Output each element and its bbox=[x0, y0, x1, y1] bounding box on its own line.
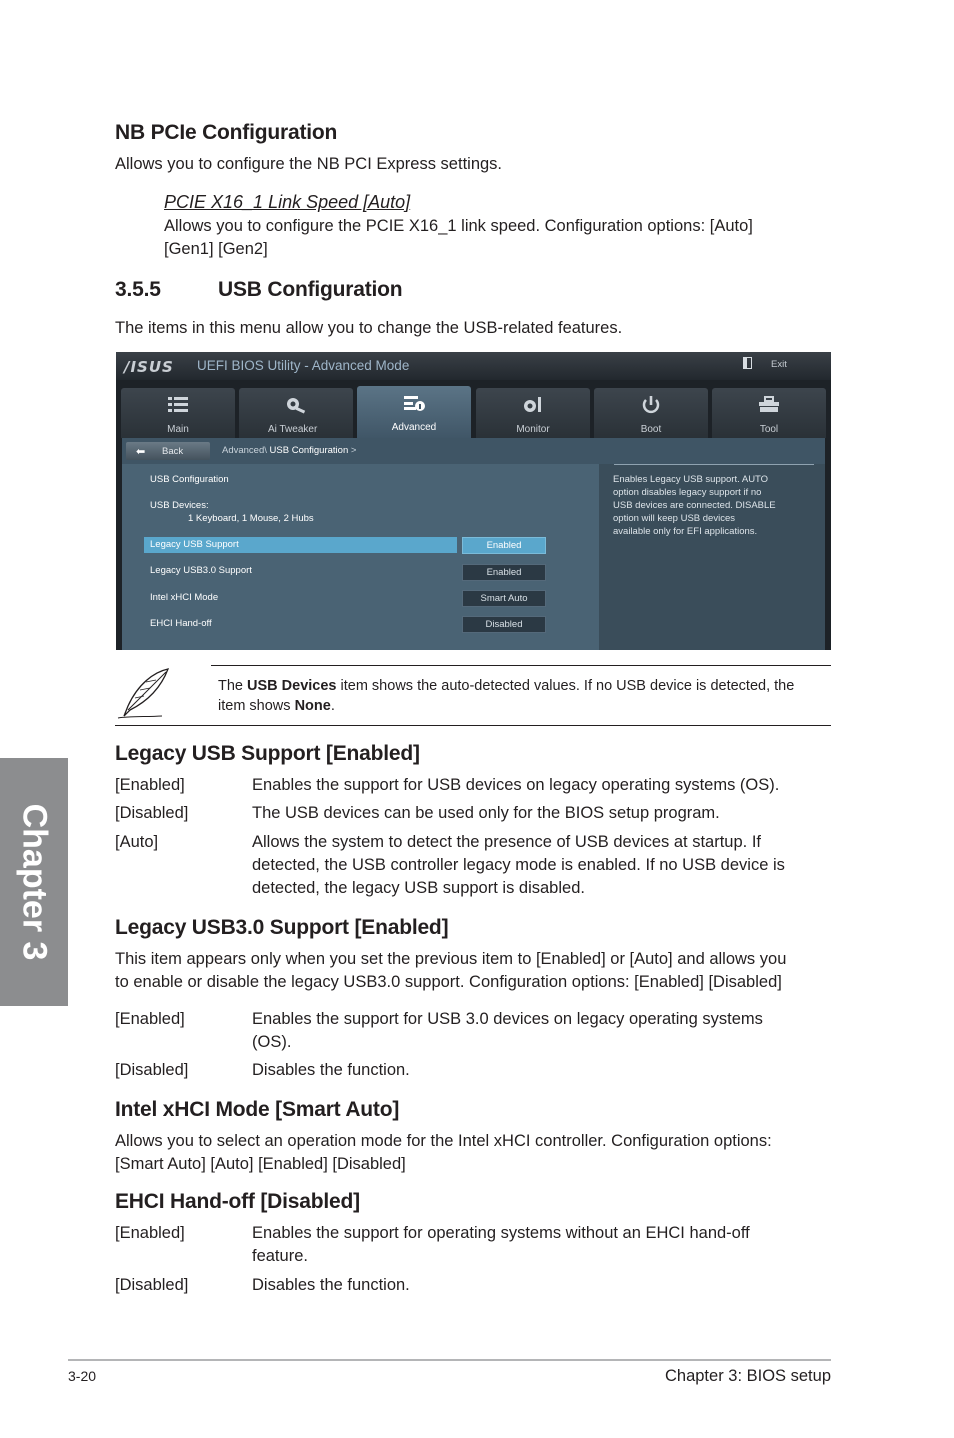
pcie-link-speed-desc-2: [Gen1] [Gen2] bbox=[164, 240, 268, 258]
tab-tool-label: Tool bbox=[759, 424, 779, 435]
chapter-side-tab bbox=[0, 758, 68, 1006]
tab-ai-tweaker-label: Ai Tweaker bbox=[268, 424, 318, 435]
tab-boot[interactable] bbox=[594, 388, 708, 438]
quill-note-icon bbox=[116, 666, 172, 722]
xhci-heading: Intel xHCI Mode [Smart Auto] bbox=[115, 1098, 400, 1121]
tab-tool[interactable] bbox=[712, 388, 826, 438]
tab-advanced-label: Advanced bbox=[391, 422, 437, 433]
bios-title: UEFI BIOS Utility - Advanced Mode bbox=[197, 358, 410, 373]
bios-help-panel bbox=[599, 464, 825, 650]
option-key: [Enabled] bbox=[115, 776, 185, 794]
breadcrumb bbox=[222, 445, 356, 456]
exit-label: Exit bbox=[771, 359, 787, 370]
breadcrumb-arrow: > bbox=[350, 445, 357, 456]
tab-ai-tweaker[interactable] bbox=[239, 388, 353, 438]
legacy-usb3-heading: Legacy USB3.0 Support [Enabled] bbox=[115, 916, 449, 939]
usb-devices-value: 1 Keyboard, 1 Mouse, 2 Hubs bbox=[188, 513, 314, 524]
legacy-usb-heading: Legacy USB Support [Enabled] bbox=[115, 742, 420, 765]
option-desc: The USB devices can be used only for the BIOS setup program. bbox=[252, 804, 720, 822]
setting-label: EHCI Hand-off bbox=[150, 618, 212, 629]
help-line: option disables legacy support if no bbox=[613, 487, 762, 498]
option-key: [Disabled] bbox=[115, 1276, 189, 1294]
setting-label: Legacy USB3.0 Support bbox=[150, 565, 252, 576]
option-desc: Enables the support for operating systems without an EHCI hand-off feature. bbox=[252, 1224, 750, 1265]
note-text-part: item shows bbox=[218, 698, 295, 714]
note-bottom-rule bbox=[115, 725, 831, 726]
setting-intel-xhci-mode[interactable] bbox=[144, 590, 457, 606]
pcie-link-speed-heading: PCIE X16_1 Link Speed [Auto] bbox=[164, 192, 411, 212]
usb-config-label: USB Configuration bbox=[150, 474, 229, 485]
note-text-part: The bbox=[218, 678, 248, 694]
usb-section-desc: The items in this menu allow you to change the USB-related features. bbox=[115, 319, 623, 337]
breadcrumb-parent[interactable]: Advanced\ bbox=[222, 445, 267, 456]
asus-logo: /ISUS bbox=[124, 358, 174, 376]
help-line: option will keep USB devices bbox=[613, 513, 735, 524]
note-text-part: . bbox=[330, 698, 335, 714]
note-top-rule bbox=[211, 665, 831, 666]
exit-button[interactable] bbox=[743, 357, 819, 374]
tab-monitor[interactable] bbox=[476, 388, 590, 438]
note-bold-usb-devices: USB Devices bbox=[247, 678, 337, 694]
note-text-part: item shows the auto-detected values. If no USB device is detected, the bbox=[336, 678, 795, 694]
setting-value-ehci-hand-off[interactable]: Disabled bbox=[462, 616, 546, 633]
note-bold-none: None bbox=[294, 698, 331, 714]
footer-rule bbox=[68, 1359, 831, 1361]
help-line: Enables Legacy USB support. AUTO bbox=[613, 474, 769, 485]
setting-label: Legacy USB Support bbox=[150, 539, 239, 550]
advanced-icon bbox=[402, 394, 426, 412]
xhci-desc-2: [Smart Auto] [Auto] [Enabled] [Disabled] bbox=[115, 1155, 406, 1173]
option-desc: Enables the support for USB 3.0 devices on legacy operating systems (OS). bbox=[252, 1010, 763, 1051]
legacy-usb3-desc-2: to enable or disable the legacy USB3.0 support. Configuration options: [Enabled] [Disabled] bbox=[115, 973, 782, 991]
help-divider bbox=[614, 464, 814, 465]
monitor-icon bbox=[521, 396, 545, 414]
footer-chapter-title: Chapter 3: BIOS setup bbox=[664, 1367, 831, 1385]
bios-breadcrumb-bar bbox=[122, 438, 825, 464]
setting-value-legacy-usb3[interactable]: Enabled bbox=[462, 564, 546, 581]
usb-section-number: 3.5.5 bbox=[115, 278, 161, 301]
usb-devices-label: USB Devices: bbox=[150, 500, 209, 511]
help-text bbox=[613, 473, 813, 538]
option-desc: Allows the system to detect the presence of USB devices at startup. If detected, the USB controller legacy mode is enabled. If no USB device is detected, the legacy USB support is disabled. bbox=[252, 833, 785, 897]
pcie-link-speed-desc-1: Allows you to configure the PCIE X16_1 link speed. Configuration options: [Auto] bbox=[164, 217, 753, 235]
tool-icon bbox=[757, 396, 781, 414]
bios-screenshot bbox=[116, 352, 831, 650]
list-icon bbox=[166, 396, 190, 414]
breadcrumb-current: USB Configuration bbox=[269, 445, 349, 456]
tweaker-icon bbox=[284, 396, 308, 414]
option-desc: Disables the function. bbox=[252, 1276, 410, 1294]
back-arrow-icon: ⬅ bbox=[136, 446, 146, 458]
tab-main-label: Main bbox=[167, 424, 189, 435]
setting-value-xhci-mode[interactable]: Smart Auto bbox=[462, 590, 546, 607]
option-key: [Auto] bbox=[115, 833, 159, 851]
option-desc: Disables the function. bbox=[252, 1061, 410, 1079]
help-line: available only for EFI applications. bbox=[613, 526, 758, 537]
tab-monitor-label: Monitor bbox=[516, 424, 550, 435]
option-key: [Disabled] bbox=[115, 1061, 189, 1079]
bios-title-bar bbox=[116, 352, 831, 380]
usb-section-title: USB Configuration bbox=[218, 278, 403, 301]
page-number: 3-20 bbox=[68, 1368, 97, 1384]
tab-advanced[interactable] bbox=[357, 386, 471, 438]
ehci-heading: EHCI Hand-off [Disabled] bbox=[115, 1190, 360, 1213]
back-button[interactable] bbox=[126, 442, 210, 460]
note-text bbox=[218, 676, 828, 716]
nb-pcie-desc: Allows you to configure the NB PCI Express settings. bbox=[115, 155, 503, 173]
option-key: [Disabled] bbox=[115, 804, 189, 822]
setting-legacy-usb3-support[interactable] bbox=[144, 563, 457, 579]
setting-legacy-usb-support[interactable] bbox=[144, 537, 457, 553]
setting-ehci-hand-off[interactable] bbox=[144, 616, 457, 632]
option-key: [Enabled] bbox=[115, 1010, 185, 1028]
xhci-desc-1: Allows you to select an operation mode for the Intel xHCI controller. Configuration options: bbox=[115, 1132, 772, 1150]
help-line: USB devices are connected. DISABLE bbox=[613, 500, 776, 511]
power-icon bbox=[639, 396, 663, 414]
option-key: [Enabled] bbox=[115, 1224, 185, 1242]
nb-pcie-heading: NB PCIe Configuration bbox=[115, 121, 338, 144]
setting-value-legacy-usb[interactable]: Enabled bbox=[462, 537, 546, 554]
exit-door-icon bbox=[743, 357, 752, 369]
legacy-usb3-desc-1: This item appears only when you set the previous item to [Enabled] or [Auto] and allows you bbox=[115, 950, 787, 968]
bios-settings-panel bbox=[122, 464, 599, 650]
tab-main[interactable] bbox=[121, 388, 235, 438]
option-desc: Enables the support for USB devices on legacy operating systems (OS). bbox=[252, 776, 780, 794]
tab-boot-label: Boot bbox=[640, 424, 662, 435]
setting-label: Intel xHCI Mode bbox=[150, 592, 219, 603]
back-label: Back bbox=[162, 446, 184, 457]
chapter-tab-label: Chapter 3 bbox=[15, 803, 54, 961]
